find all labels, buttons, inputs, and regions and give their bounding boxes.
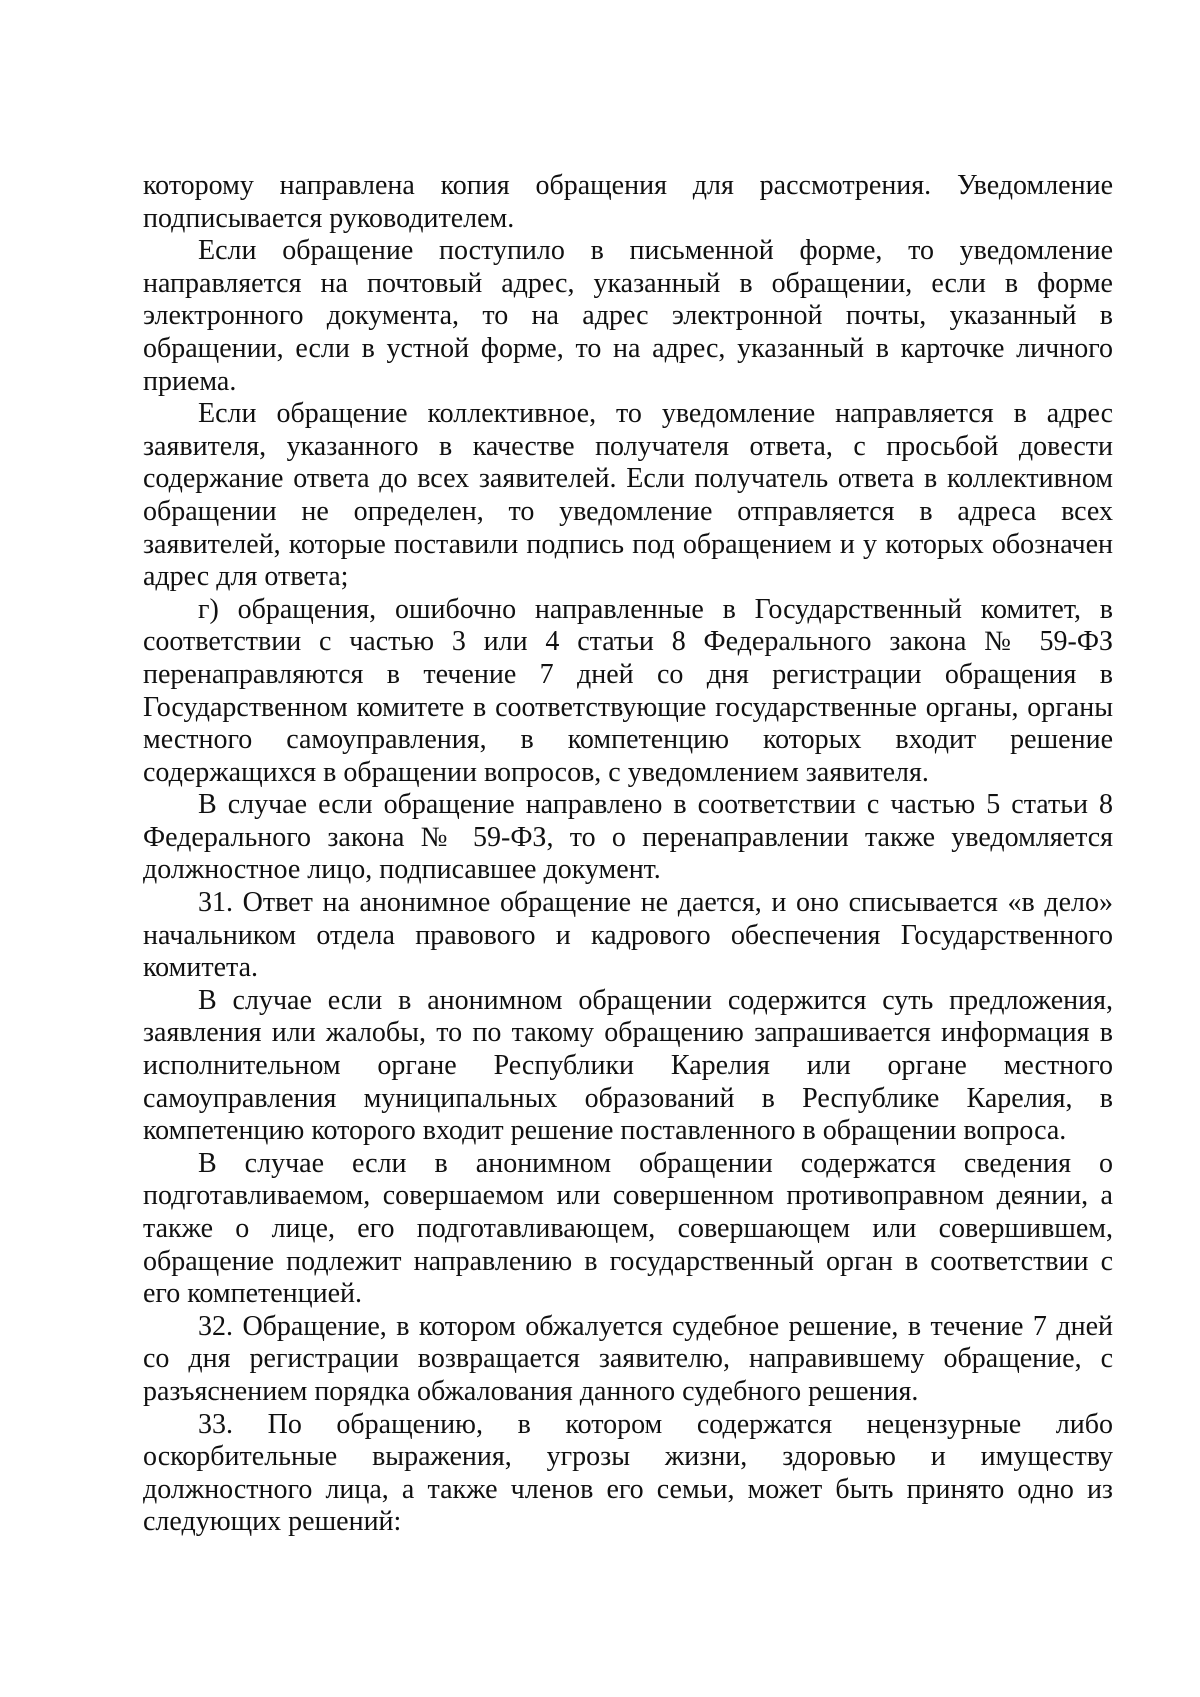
paragraph-anonymous-proposal: В случае если в анонимном обращении содержится суть предложения, заявления или жалобы, то по такому обращению запрашивается информация в исполнительном органе Республики Карелия или органе местного самоуправления муниципальных образований в Республике Карелия, в компетенцию которого входит решение поставленного в обращении вопроса. <box>143 984 1113 1147</box>
paragraph-continuation: которому направлена копия обращения для рассмотрения. Уведомление подписывается руководителем. <box>143 170 1113 234</box>
document-body <box>143 170 1113 1539</box>
paragraph-item-g-redirect: г) обращения, ошибочно направленные в Государственный комитет, в соответствии с частью 3 или 4 статьи 8 Федерального закона № 59-ФЗ перенаправляются в течение 7 дней со дня регистрации обращения в Государственном комитете в соответствующие государственные органы, органы местного самоуправления, в компетенцию которых входит решение содержащихся в обращении вопросов, с уведомлением заявителя. <box>143 593 1113 788</box>
paragraph-part-5-redirect: В случае если обращение направлено в соответствии с частью 5 статьи 8 Федерального закона № 59-ФЗ, то о перенаправлении также уведомляется должностное лицо, подписавшее документ. <box>143 789 1113 886</box>
paragraph-31-anonymous: 31. Ответ на анонимное обращение не дается, и оно списывается «в дело» начальником отдела правового и кадрового обеспечения Государственного комитета. <box>143 887 1113 984</box>
paragraph-collective-appeal: Если обращение коллективное, то уведомление направляется в адрес заявителя, указанного в качестве получателя ответа, с просьбой довести содержание ответа до всех заявителей. Если получатель ответа в коллективном обращении не определен, то уведомление отправляется в адреса всех заявителей, которые поставили подпись под обращением и у которых обозначен адрес для ответа; <box>143 398 1113 593</box>
paragraph-written-form-notice: Если обращение поступило в письменной форме, то уведомление направляется на почтовый адрес, указанный в обращении, если в форме электронного документа, то на адрес электронной почты, указанный в обращении, если в устной форме, то на адрес, указанный в карточке личного приема. <box>143 235 1113 397</box>
paragraph-anonymous-illegal-act: В случае если в анонимном обращении содержатся сведения о подготавливаемом, совершаемом или совершенном противоправном деянии, а также о лице, его подготавливающем, совершающем или совершившем, обращение подлежит направлению в государственный орган в соответствии с его компетенцией. <box>143 1147 1113 1310</box>
paragraph-32-court-decision: 32. Обращение, в котором обжалуется судебное решение, в течение 7 дней со дня регистрации возвращается заявителю, направившему обращение, с разъяснением порядка обжалования данного судебного решения. <box>143 1310 1113 1407</box>
paragraph-33-offensive: 33. По обращению, в котором содержатся нецензурные либо оскорбительные выражения, угрозы жизни, здоровью и имуществу должностного лица, а также членов его семьи, может быть принято одно из следующих решений: <box>143 1408 1113 1538</box>
